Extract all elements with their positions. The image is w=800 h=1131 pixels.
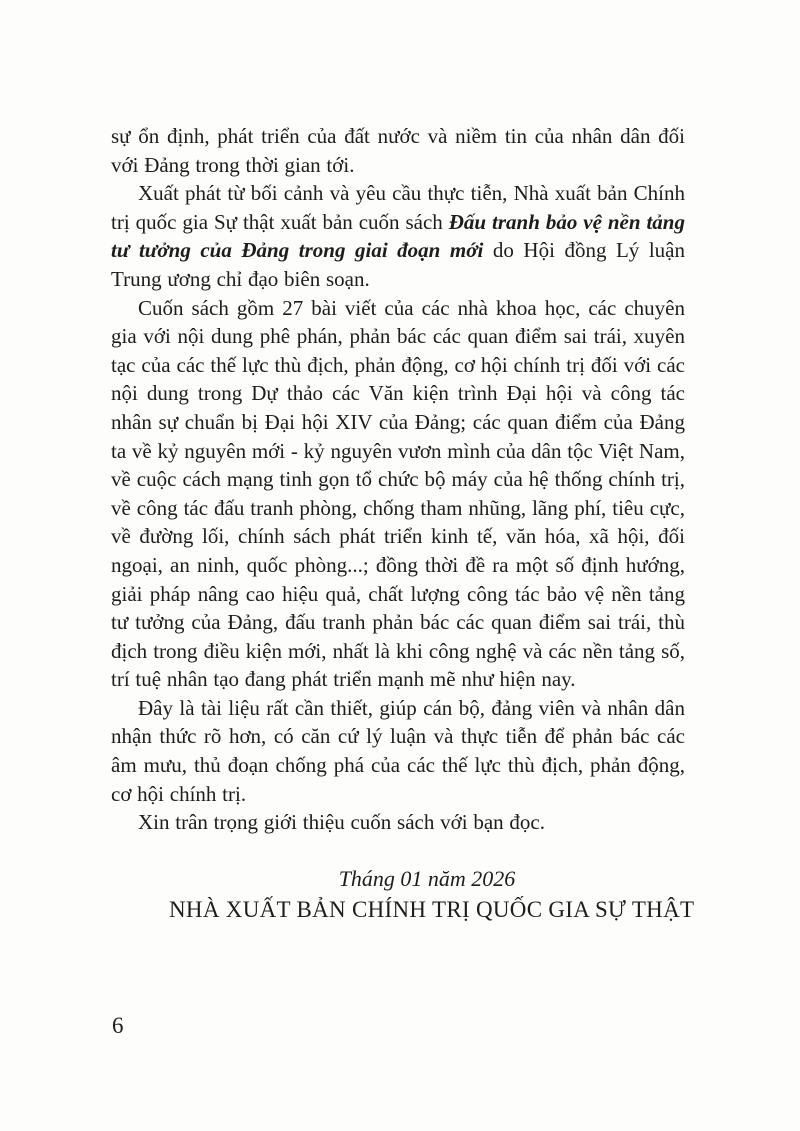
paragraph-text: Xuất phát từ bối cảnh và yêu cầu thực tiễn, Nhà xuất bản Chính trị quốc gia Sự thật xuất bản cuốn sách [111, 181, 685, 234]
paragraph-continuation: sự ổn định, phát triển của đất nước và niềm tin của nhân dân đối với Đảng trong thời gian tới. [111, 124, 685, 177]
signature-date: Tháng 01 năm 2026 [338, 865, 516, 891]
publisher-name: NHÀ XUẤT BẢN CHÍNH TRỊ QUỐC GIA SỰ THẬT [169, 896, 695, 922]
page-body [111, 122, 695, 925]
page-number: 6 [112, 1013, 124, 1038]
signature-block [111, 864, 695, 925]
paragraph-publication [111, 179, 685, 293]
paragraph-contents: Cuốn sách gồm 27 bài viết của các nhà khoa học, các chuyên gia với nội dung phê phán, phản bác các quan điểm sai trái, xuyên tạc của các thế lực thù địch, phản động, cơ hội chính trị đối với các nội dung trong Dự thảo các Văn kiện trình Đại hội và công tác nhân sự chuẩn bị Đại hội XIV của Đảng; các quan điểm của Đảng ta về kỷ nguyên mới - kỷ nguyên vươn mình của dân tộc Việt Nam, về cuộc cách mạng tinh gọn tổ chức bộ máy của hệ thống chính trị, về công tác đấu tranh phòng, chống tham nhũng, lãng phí, tiêu cực, về đường lối, chính sách phát triển kinh tế, văn hóa, xã hội, đối ngoại, an ninh, quốc phòng...; đồng thời đề ra một số định hướng, giải pháp nâng cao hiệu quả, chất lượng công tác bảo vệ nền tảng tư tưởng của Đảng, đấu tranh phản bác các quan điểm sai trái, thù địch trong điều kiện mới, nhất là khi công nghệ và các nền tảng số, trí tuệ nhân tạo đang phát triển mạnh mẽ như hiện nay. [111, 295, 685, 692]
paragraph-closing: Xin trân trọng giới thiệu cuốn sách với bạn đọc. [138, 810, 545, 835]
book-title: Đấu tranh bảo vệ nền tảng tư tưởng của Đảng trong giai đoạn mới [111, 209, 685, 263]
paragraph-purpose: Đây là tài liệu rất cần thiết, giúp cán bộ, đảng viên và nhân dân nhận thức rõ hơn, có căn cứ lý luận và thực tiễn để phản bác các âm mưu, thủ đoạn chống phá của các thế lực thù địch, phản động, cơ hội chính trị. [111, 695, 685, 806]
paragraph-text: do Hội đồng Lý luận Trung ương chỉ đạo biên soạn. [111, 238, 685, 291]
